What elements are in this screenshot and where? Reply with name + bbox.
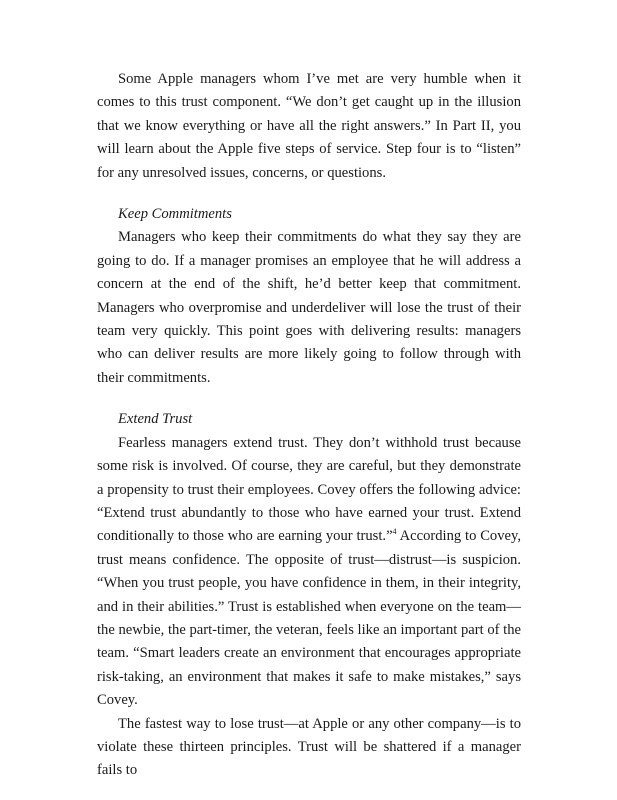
document-page	[97, 68, 521, 783]
section-heading-keep-commitments: Keep Commitments	[118, 206, 232, 223]
paragraph-keep-commitments: Managers who keep their commitments do what they say they are going to do. If a manager promises an employee that he will address a concern at the end of the shift, he’d better keep that commitment. Managers who overpromise and underdeliver will lose the trust of their team very quickly. This point goes with delivering results: managers who can deliver results are more likely going to follow through with their commitments.	[97, 229, 521, 386]
footnote-marker: 4	[392, 527, 397, 537]
paragraph-extend-trust	[97, 432, 521, 713]
paragraph-humble-managers: Some Apple managers whom I’ve met are very humble when it comes to this trust component. “We don’t get caught up in the illusion that we know everything or have all the right answers.” In Part II, you will learn about the Apple five steps of service. Step four is to “listen” for any unresolved issues, concerns, or questions.	[97, 71, 521, 181]
paragraph-lose-trust: The fastest way to lose trust—at Apple or any other company—is to violate these thirteen principles. Trust will be shattered if a manager fails to	[97, 715, 521, 779]
paragraph-extend-trust-part-1: Fearless managers extend trust. They don’t withhold trust because some risk is involved. Of course, they are careful, but they demonstrate a propensity to trust their employees. Covey offers the following advice: “Extend trust abundantly to those who have earned your trust. Extend conditionally to those who are earning your trust.”	[97, 434, 521, 545]
paragraph-extend-trust-part-2: According to Covey, trust means confidence. The opposite of trust—distrust—is suspicion. “When you trust people, you have confidence in them, in their integrity, and in their abilities.” Trust is established when everyone on the team—the newbie, the part-timer, the veteran, feels like an important part of the team. “Smart leaders create an environment that encourages appropriate risk-taking, an environment that makes it safe to make mistakes,” says Covey.	[97, 528, 521, 709]
section-heading-extend-trust: Extend Trust	[118, 411, 193, 428]
